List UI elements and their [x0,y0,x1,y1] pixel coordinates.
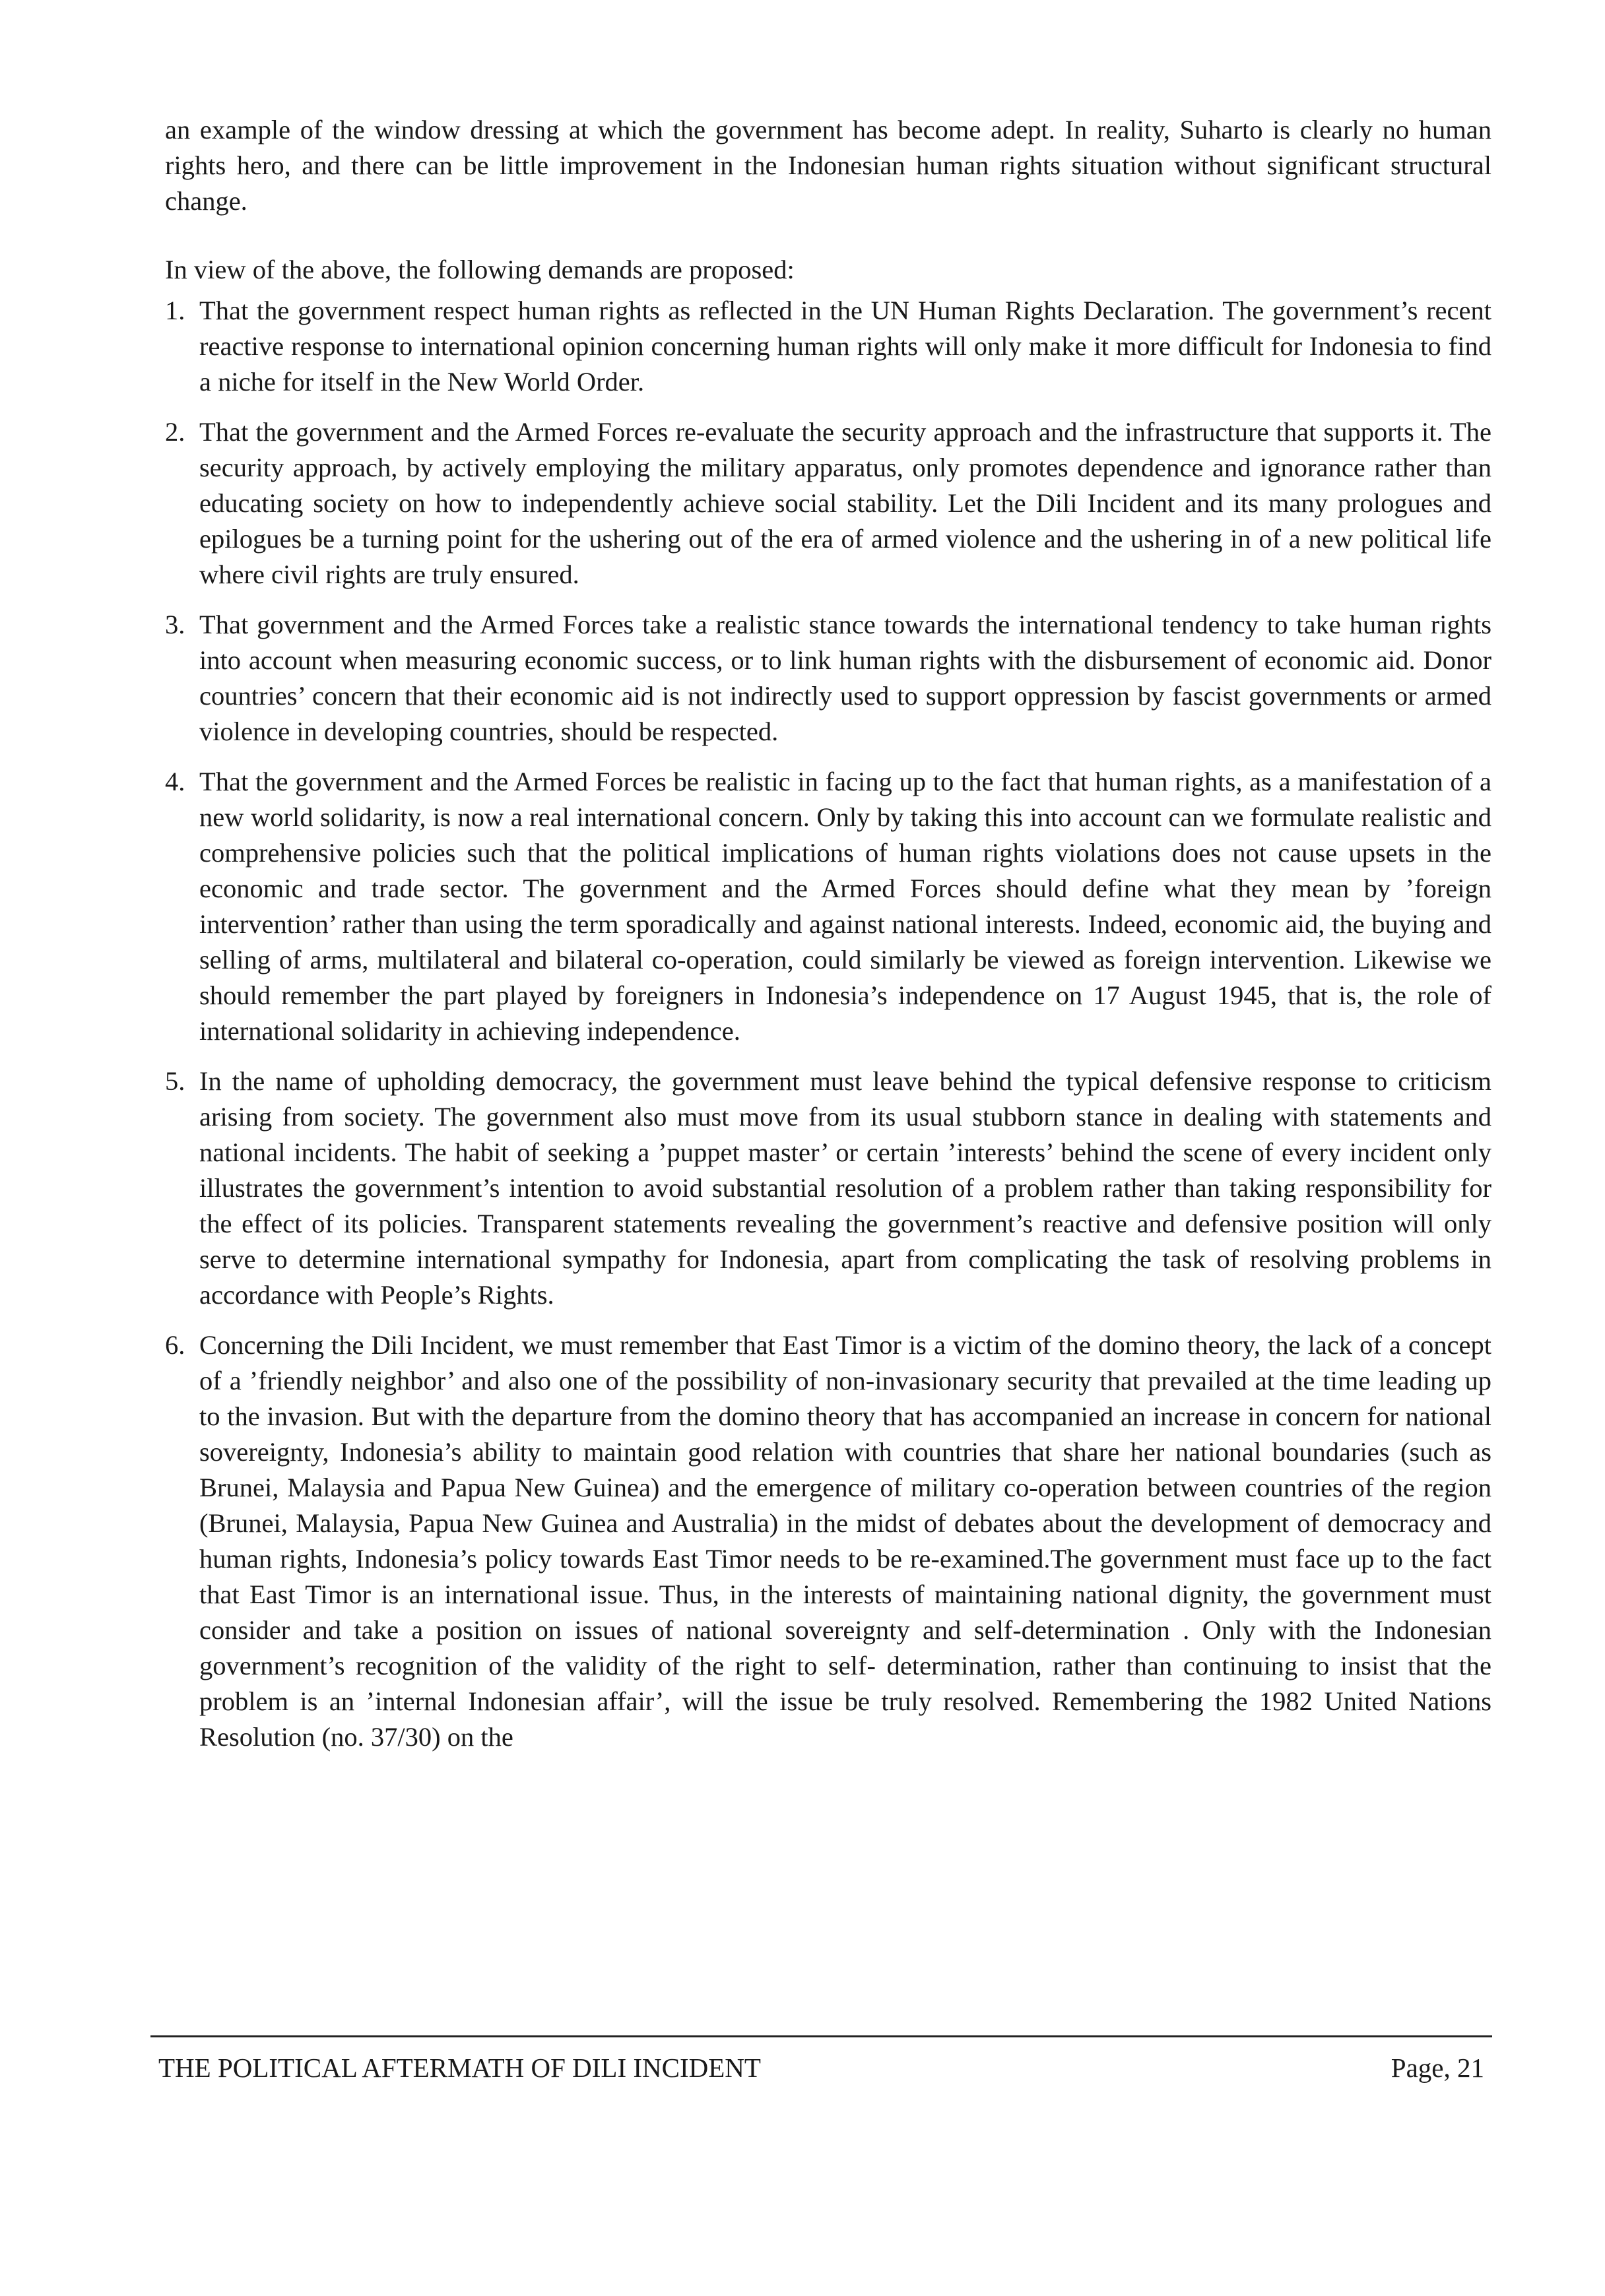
demand-text: In the name of upholding democracy, the government must leave behind the typical defensive response to criticism arising from society. The government also must move from its usual stubborn stance in dealing with statements and national incidents. The habit of seeking a ’puppet master’ or certain ’interests’ behind the scene of every incident only illustrates the government’s intention to avoid substantial resolution of a problem rather than taking responsibility for the effect of its policies. Transparent statements revealing the government’s reactive and defensive position will only serve to determine international sympathy for Indonesia, apart from complicating the task of resolving problems in accordance with People’s Rights. [199,1066,1491,1310]
demand-item [165,607,1491,749]
demand-number: 6. [165,1330,185,1360]
demand-item [165,764,1491,1049]
demand-number: 1. [165,296,185,325]
demand-text: That the government and the Armed Forces re-evaluate the security approach and the infrastructure that supports it. The security approach, by actively employing the military apparatus, only promotes dependence and ignorance rather than educating society on how to independently achieve social stability. Let the Dili Incident and its many prologues and epilogues be a turning point for the ushering out of the era of armed violence and the ushering in of a new political life where civil rights are truly ensured. [199,417,1491,589]
demand-text: That the government and the Armed Forces be realistic in facing up to the fact that human rights, as a manifestation of a new world solidarity, is now a real international concern. Only by taking this into account can we formulate realistic and comprehensive policies such that the political implications of human rights violations does not cause upsets in the economic and trade sector. The government and the Armed Forces should define what they mean by ’foreign intervention’ rather than using the term sporadically and against national interests. Indeed, economic aid, the buying and selling of arms, multilateral and bilateral co-operation, could similarly be viewed as foreign intervention. Likewise we should remember the part played by foreigners in Indonesia’s independence on 17 August 1945, that is, the role of international solidarity in achieving independence. [199,767,1491,1046]
demand-item [165,1327,1491,1755]
demand-number: 4. [165,767,185,796]
footer-row [150,2052,1492,2084]
demand-text: That the government respect human rights as reflected in the UN Human Rights Declaration. The government’s recent reactive response to international opinion concerning human rights will only make it more difficult for Indonesia to find a niche for itself in the New World Order. [199,296,1491,397]
page-footer [150,2035,1492,2084]
demands-list [165,293,1491,1755]
demand-item [165,414,1491,592]
demand-item [165,293,1491,400]
demand-item [165,1064,1491,1313]
demand-text: That government and the Armed Forces take a realistic stance towards the international tendency to take human rights into account when measuring economic success, or to link human rights with the disbursement of economic aid. Donor countries’ concern that their economic aid is not indirectly used to support oppression by fascist governments or armed violence in developing countries, should be respected. [199,610,1491,746]
running-title: THE POLITICAL AFTERMATH OF DILI INCIDENT [158,2053,761,2083]
page-number: Page, 21 [1391,2053,1484,2083]
demand-number: 2. [165,417,185,447]
intro-paragraph: an example of the window dressing at which the government has become adept. In reality, Suharto is clearly no human rights hero, and there can be little improvement in the Indonesian human rights situation without significant structural change. [165,115,1491,216]
demands-lead-in: In view of the above, the following demands are proposed: [165,255,795,284]
demand-number: 3. [165,610,185,639]
footer-divider [150,2035,1492,2037]
demand-number: 5. [165,1066,185,1096]
document-body [165,112,1491,1770]
demand-text: Concerning the Dili Incident, we must remember that East Timor is a victim of the domino theory, the lack of a concept of a ’friendly neighbor’ and also one of the possibility of non-invasionary security that prevailed at the time leading up to the invasion. But with the departure from the domino theory that has accompanied an increase in concern for national sovereignty, Indonesia’s ability to maintain good relation with countries that share her national boundaries (such as Brunei, Malaysia and Papua New Guinea) and the emergence of military co-operation between countries of the region (Brunei, Malaysia, Papua New Guinea and Australia) in the midst of debates about the development of democracy and human rights, Indonesia’s policy towards East Timor needs to be re-examined.The government must face up to the fact that East Timor is an international issue. Thus, in the interests of maintaining national dignity, the government must consider and take a position on issues of national sovereignty and self-determination . Only with the Indonesian government’s recognition of the validity of the right to self- determination, rather than continuing to insist that the problem is an ’internal Indonesian affair’, will the issue be truly resolved. Remembering the 1982 United Nations Resolution (no. 37/30) on the [199,1330,1491,1752]
